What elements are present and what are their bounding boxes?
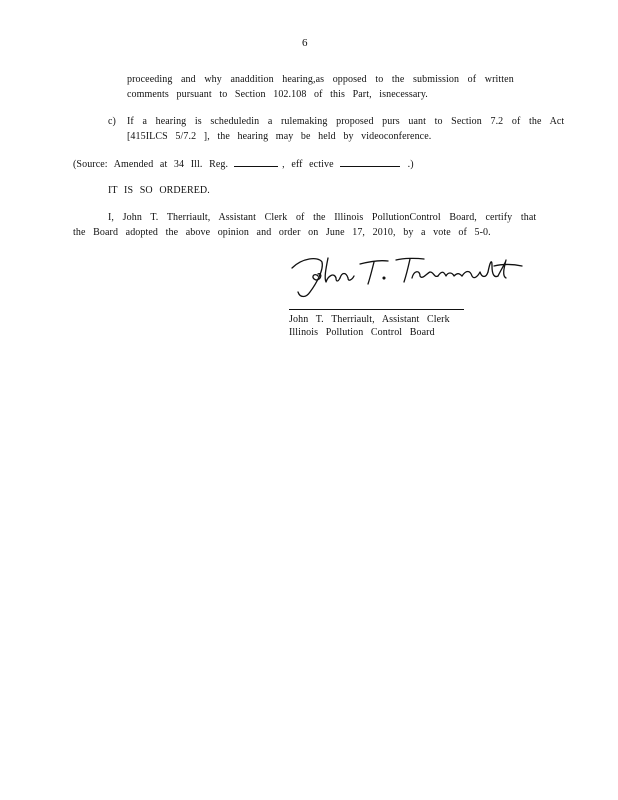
source-note-middle: , eff ective (282, 159, 334, 170)
certification-line-1: I, John T. Therriault, Assistant Clerk of the Illinois PollutionControl Board, certify that (108, 212, 537, 223)
item-c-line-1: If a hearing is scheduledin a rulemaking proposed purs uant to Section 7.2 of the Act (127, 116, 565, 127)
signature-line (289, 309, 464, 310)
item-c-line-2: [415ILCS 5/7.2 ], the hearing may be held by videoconference. (127, 131, 432, 142)
page-number: 6 (302, 37, 308, 49)
register-blank (234, 157, 278, 167)
item-c-label: c) (108, 116, 116, 127)
proceeding-paragraph-line-1: proceeding and why anaddition hearing,as opposed to the submission of written (127, 74, 514, 85)
effective-date-blank (340, 157, 400, 167)
source-note-prefix: (Source: Amended at 34 Ill. Reg. (73, 159, 229, 170)
source-note-suffix: .) (407, 159, 414, 170)
certification-line-2: the Board adopted the above opinion and order on June 17, 2010, by a vote of 5-0. (73, 227, 491, 238)
order-statement: IT IS SO ORDERED. (108, 185, 210, 196)
signer-organization: Illinois Pollution Control Board (289, 327, 435, 338)
handwritten-signature (288, 248, 528, 300)
source-note (73, 157, 414, 171)
proceeding-paragraph-line-2: comments pursuant to Section 102.108 of this Part, isnecessary. (127, 89, 428, 100)
signer-name-title: John T. Therriault, Assistant Clerk (289, 314, 450, 325)
